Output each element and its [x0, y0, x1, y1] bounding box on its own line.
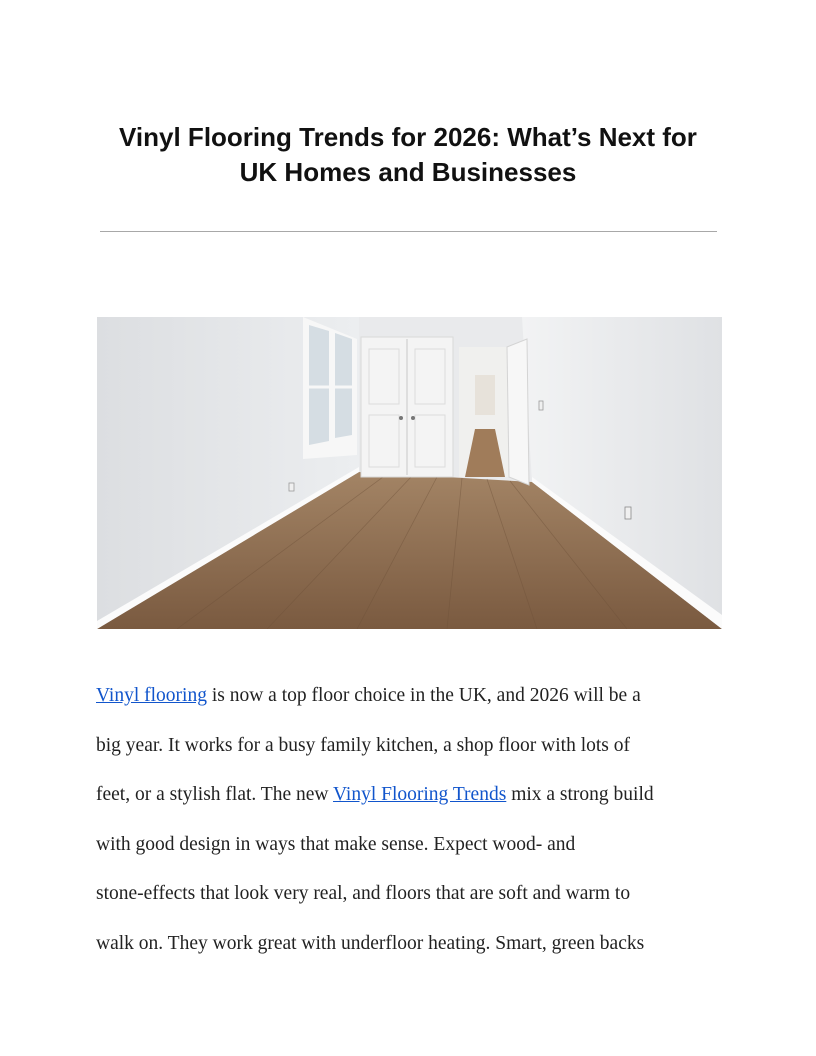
vinyl-flooring-link[interactable]: Vinyl flooring	[96, 685, 207, 706]
paragraph-line-6: walk on. They work great with underfloor heating. Smart, green backs	[96, 932, 645, 954]
paragraph-line-5: stone-effects that look very real, and floors that are soft and warm to	[96, 883, 631, 904]
paragraph-line-4: with good design in ways that make sense. Expect wood- and	[96, 833, 576, 855]
body-paragraph	[96, 671, 726, 968]
paragraph-line-1-text: is now a top floor choice in the UK, and 2026 will be a	[206, 685, 641, 706]
title-line-1: Vinyl Flooring Trends for 2026: What’s Next for	[119, 122, 697, 152]
paragraph-line-3-after: mix a strong build	[506, 784, 654, 805]
paragraph-line-1	[96, 671, 726, 721]
vinyl-flooring-trends-link[interactable]: Vinyl Flooring Trends	[333, 784, 507, 805]
horizontal-divider	[100, 231, 717, 232]
paragraph-line-2: big year. It works for a busy family kitchen, a shop floor with lots of	[96, 734, 630, 756]
paragraph-line-3	[96, 770, 726, 820]
title-line-2: UK Homes and Businesses	[239, 157, 577, 187]
document-title	[96, 120, 720, 190]
room-photo	[97, 317, 722, 629]
paragraph-line-3-before: feet, or a stylish flat. The new	[96, 784, 334, 805]
